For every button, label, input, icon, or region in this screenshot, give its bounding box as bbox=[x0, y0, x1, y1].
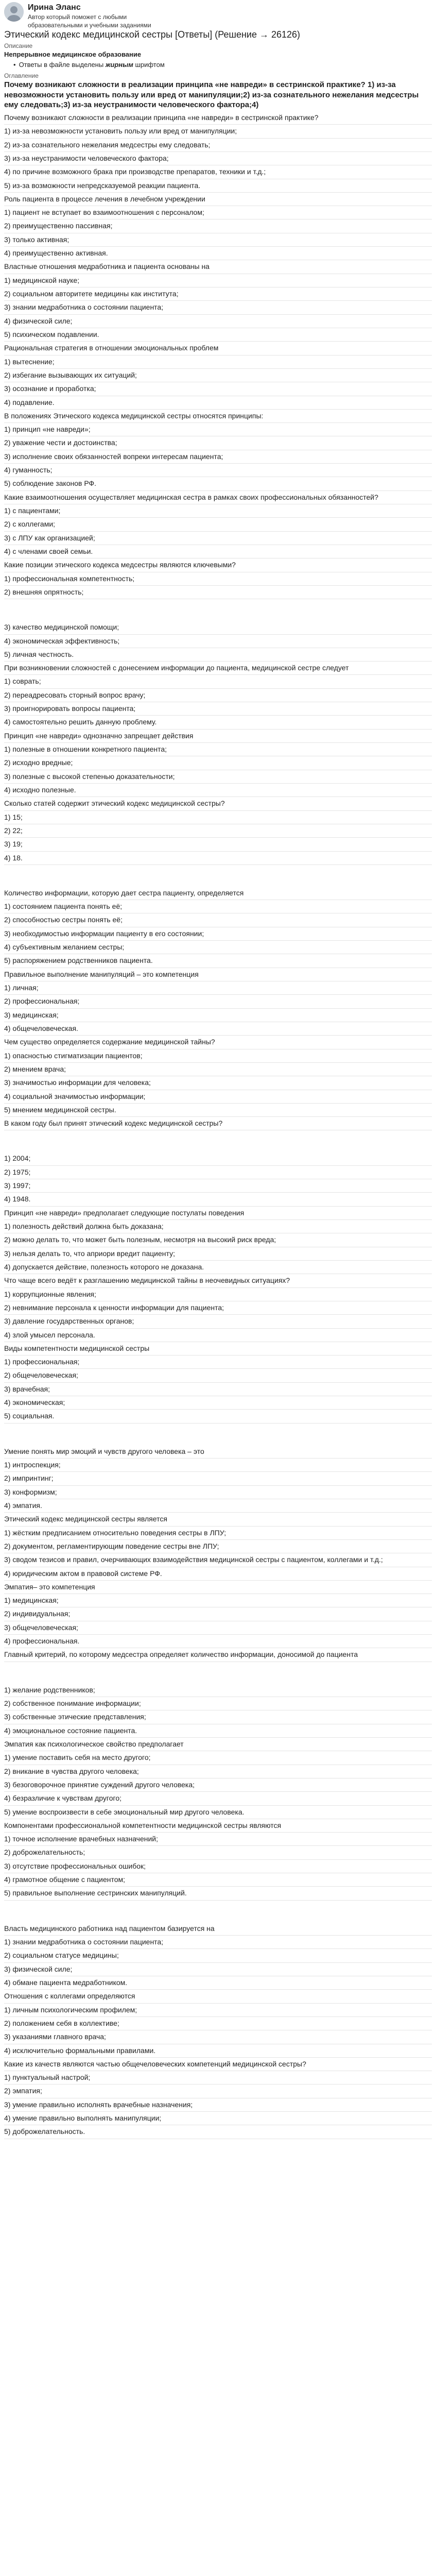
answer-option: 1) умение поставить себя на место другого; bbox=[4, 1751, 432, 1765]
answer-option: 2) индивидуальная; bbox=[4, 1607, 432, 1621]
blank-line bbox=[4, 872, 432, 879]
question-text: Какие взаимоотношения осуществляет медицинская сестра в рамках своих профессиональных обязанностей? bbox=[4, 491, 432, 504]
question-text: Какие позиции этического кодекса медсестры являются ключевыми? bbox=[4, 558, 432, 572]
answer-option: 2) мнением врача; bbox=[4, 1063, 432, 1076]
question-text: Эмпатия– это компетенция bbox=[4, 1581, 432, 1594]
question-text: При возникновении сложностей с донесением информации до пациента, медицинской сестре следует bbox=[4, 662, 432, 675]
answers-note bbox=[13, 60, 432, 70]
answer-option: 4) 1948. bbox=[4, 1193, 432, 1206]
author-info bbox=[28, 2, 182, 29]
answer-option: 4) эмпатия. bbox=[4, 1499, 432, 1513]
answer-option: 2) собственное понимание информации; bbox=[4, 1697, 432, 1710]
question-text: Властные отношения медработника и пациента основаны на bbox=[4, 260, 432, 274]
toc-question[interactable]: Почему возникают сложности в реализации принципа «не навреди» в сестринской практике? 1) из-за невозможности установить пользу или вред от манипуляции;2) из-за сознательного нежелания медсестры ему следовать;3) из-за неустранимости человеческого фактора;4) bbox=[4, 80, 419, 110]
answer-option: 1) жёстким предписанием относительно поведения сестры в ЛПУ; bbox=[4, 1527, 432, 1540]
answer-option: 4) физической силе; bbox=[4, 315, 432, 328]
answer-option: 1) медицинской науке; bbox=[4, 274, 432, 287]
question-text: Роль пациента в процессе лечения в лечебном учреждении bbox=[4, 193, 432, 206]
question-text: Какие из качеств являются частью общечеловеческих компетенций медицинской сестры? bbox=[4, 2058, 432, 2071]
answer-option: 5) личная честность. bbox=[4, 648, 432, 662]
answer-option: 2) социальном авторитете медицины как института; bbox=[4, 287, 432, 301]
answer-option: 1) пунктуальный настрой; bbox=[4, 2071, 432, 2084]
blank-line bbox=[4, 1908, 432, 1915]
answer-option: 5) социальная. bbox=[4, 1410, 432, 1423]
answer-option: 2) 22; bbox=[4, 824, 432, 838]
question-text: Принцип «не навреди» однозначно запрещает действия bbox=[4, 730, 432, 743]
answer-option: 2) исходно вредные; bbox=[4, 756, 432, 770]
answer-option: 2) положением себя в коллективе; bbox=[4, 2017, 432, 2030]
answer-option: 4) гуманность; bbox=[4, 464, 432, 477]
answer-option: 1) профессиональная компетентность; bbox=[4, 572, 432, 586]
question-text: Виды компетентности медицинской сестры bbox=[4, 1342, 432, 1355]
answer-option: 2) социальном статусе медицины; bbox=[4, 1949, 432, 1962]
answer-option: 1) знании медработника о состоянии пациента; bbox=[4, 1936, 432, 1949]
user-silhouette-icon bbox=[4, 2, 24, 22]
answer-option: 1) соврать; bbox=[4, 675, 432, 688]
answer-option: 2) избегание вызывающих их ситуаций; bbox=[4, 369, 432, 382]
answer-option: 3) проигнорировать вопросы пациента; bbox=[4, 702, 432, 716]
answer-option: 1) личным психологическим профилем; bbox=[4, 2004, 432, 2017]
answer-option: 3) с ЛПУ как организацией; bbox=[4, 532, 432, 545]
answer-option: 1) с пациентами; bbox=[4, 504, 432, 518]
question-text: Власть медицинского работника над пациентом базируется на bbox=[4, 1922, 432, 1936]
answer-option: 4) обмане пациента медработником. bbox=[4, 1976, 432, 1990]
answer-option: 1) медицинская; bbox=[4, 1594, 432, 1607]
page-title: Этический кодекс медицинской сестры [Ответы] (Решение → 26126) bbox=[4, 29, 301, 40]
answer-option: 3) собственные этические представления; bbox=[4, 1710, 432, 1724]
answer-option: 4) общечеловеческая. bbox=[4, 1022, 432, 1036]
answer-option: 3) отсутствие профессиональных ошибок; bbox=[4, 1860, 432, 1873]
answer-option: 2) невнимание персонала к ценности информации для пациента; bbox=[4, 1301, 432, 1315]
answer-option: 2) общечеловеческая; bbox=[4, 1369, 432, 1382]
toc-label: Оглавление bbox=[4, 72, 39, 79]
question-text: Чем существо определяется содержание медицинской тайны? bbox=[4, 1036, 432, 1049]
answer-option: 2) можно делать то, что может быть полезным, несмотря на высокий риск вреда; bbox=[4, 1233, 432, 1247]
question-text: Количество информации, которую дает сестра пациенту, определяется bbox=[4, 887, 432, 900]
answer-option: 4) юридическим актом в правовой системе РФ. bbox=[4, 1567, 432, 1581]
answer-option: 1) состоянием пациента понять её; bbox=[4, 900, 432, 913]
answer-option: 3) физической силе; bbox=[4, 1963, 432, 1976]
answer-option: 3) 1997; bbox=[4, 1179, 432, 1193]
answer-option: 3) знании медработника о состоянии пациента; bbox=[4, 301, 432, 314]
answer-option: 1) точное исполнение врачебных назначений; bbox=[4, 1833, 432, 1846]
answer-option: 4) социальной значимостью информации; bbox=[4, 1090, 432, 1104]
answer-option: 2) импринтинг; bbox=[4, 1472, 432, 1485]
answer-option: 2) уважение чести и достоинства; bbox=[4, 436, 432, 450]
blank-line bbox=[4, 1669, 432, 1676]
answer-option: 1) принцип «не навреди»; bbox=[4, 423, 432, 436]
answer-option: 3) значимостью информации для человека; bbox=[4, 1076, 432, 1090]
answer-option: 4) грамотное общение с пациентом; bbox=[4, 1873, 432, 1887]
author-name[interactable]: Ирина Эланс bbox=[28, 3, 81, 12]
answer-option: 1) интроспекция; bbox=[4, 1459, 432, 1472]
answer-option: 2) переадресовать сторный вопрос врачу; bbox=[4, 689, 432, 702]
description-category: Непрерывное медицинское образование bbox=[4, 50, 142, 59]
question-text: Что чаще всего ведёт к разглашению медицинской тайны в неочевидных ситуациях? bbox=[4, 1274, 432, 1287]
description-label: Описание bbox=[4, 42, 33, 49]
answer-option: 5) умение воспроизвести в себе эмоциональный мир другого человека. bbox=[4, 1806, 432, 1819]
answer-option: 2) вникание в чувства другого человека; bbox=[4, 1765, 432, 1778]
answer-option: 5) распоряжением родственников пациента. bbox=[4, 954, 432, 968]
answer-option: 3) конформизм; bbox=[4, 1486, 432, 1499]
answer-option: 2) доброжелательность; bbox=[4, 1846, 432, 1859]
answer-option: 3) осознание и проработка; bbox=[4, 382, 432, 396]
question-list bbox=[4, 111, 432, 2139]
answer-option: 1) коррупционные явления; bbox=[4, 1288, 432, 1301]
answer-option: 1) из-за невозможности установить пользу или вред от манипуляции; bbox=[4, 125, 432, 138]
answer-option: 2) внешняя опрятность; bbox=[4, 586, 432, 599]
answer-option: 4) экономическая эффективность; bbox=[4, 635, 432, 648]
answer-option: 4) эмоциональное состояние пациента. bbox=[4, 1724, 432, 1738]
answer-option: 4) 18. bbox=[4, 852, 432, 865]
answers-note-prefix: Ответы в файле выделены bbox=[19, 60, 106, 69]
question-text: Принцип «не навреди» предполагает следующие постулаты поведения bbox=[4, 1207, 432, 1220]
answer-option: 2) документом, регламентирующим поведение сестры вне ЛПУ; bbox=[4, 1540, 432, 1553]
answer-option: 1) полезные в отношении конкретного пациента; bbox=[4, 743, 432, 756]
answer-option: 4) преимущественно активная. bbox=[4, 247, 432, 260]
answer-option: 3) только активная; bbox=[4, 233, 432, 247]
answer-option: 5) мнением медицинской сестры. bbox=[4, 1104, 432, 1117]
answer-option: 3) общечеловеческая; bbox=[4, 1621, 432, 1635]
answers-note-suffix: шрифтом bbox=[133, 60, 165, 69]
answer-option: 1) профессиональная; bbox=[4, 1355, 432, 1369]
author-bio: Автор который поможет с любыми образовательными и учебными заданиями bbox=[28, 13, 151, 29]
answer-option: 3) качество медицинской помощи; bbox=[4, 621, 432, 634]
answer-option: 1) вытеснение; bbox=[4, 355, 432, 369]
answer-option: 4) по причине возможного брака при производстве препаратов, техники и т.д.; bbox=[4, 165, 432, 179]
answer-option: 3) медицинская; bbox=[4, 1009, 432, 1022]
answer-option: 2) 1975; bbox=[4, 1166, 432, 1179]
answer-option: 1) опасностью стигматизации пациентов; bbox=[4, 1049, 432, 1063]
answer-option: 2) способностью сестры понять её; bbox=[4, 913, 432, 927]
avatar[interactable] bbox=[4, 2, 24, 22]
answer-option: 3) указаниями главного врача; bbox=[4, 2030, 432, 2044]
question-text: В положениях Этического кодекса медицинской сестры относятся принципы: bbox=[4, 410, 432, 423]
answer-option: 3) давление государственных органов; bbox=[4, 1315, 432, 1328]
question-text: Эмпатия как психологическое свойство предполагает bbox=[4, 1738, 432, 1751]
answer-option: 1) пациент не вступает во взаимоотношения с персоналом; bbox=[4, 206, 432, 219]
answer-option: 2) с коллегами; bbox=[4, 518, 432, 531]
question-text: Отношения с коллегами определяются bbox=[4, 1990, 432, 2003]
answer-option: 4) безразличие к чувствам другого; bbox=[4, 1792, 432, 1805]
answer-option: 1) личная; bbox=[4, 981, 432, 995]
question-text: Компонентами профессиональной компетентности медицинской сестры являются bbox=[4, 1819, 432, 1833]
answer-option: 3) полезные с высокой степенью доказательности; bbox=[4, 770, 432, 784]
answer-option: 3) исполнение своих обязанностей вопреки интересам пациента; bbox=[4, 450, 432, 464]
answer-option: 5) соблюдение законов РФ. bbox=[4, 477, 432, 490]
answer-option: 2) эмпатия; bbox=[4, 2084, 432, 2098]
answer-option: 4) профессиональная. bbox=[4, 1635, 432, 1648]
blank-line bbox=[4, 1138, 432, 1145]
answer-option: 4) злой умысел персонала. bbox=[4, 1329, 432, 1342]
answer-option: 5) доброжелательность. bbox=[4, 2125, 432, 2139]
question-text: В каком году был принят этический кодекс медицинской сестры? bbox=[4, 1117, 432, 1130]
answer-option: 5) из-за возможности непредсказуемой реакции пациента. bbox=[4, 179, 432, 193]
blank-line bbox=[4, 606, 432, 614]
answer-option: 3) умение правильно исполнять врачебные назначения; bbox=[4, 2098, 432, 2112]
answer-option: 4) экономическая; bbox=[4, 1396, 432, 1410]
answer-option: 4) допускается действие, полезность которого не доказана. bbox=[4, 1261, 432, 1274]
answer-option: 4) умение правильно выполнять манипуляции; bbox=[4, 2112, 432, 2125]
answer-option: 4) подавление. bbox=[4, 396, 432, 410]
question-text: Умение понять мир эмоций и чувств другого человека – это bbox=[4, 1445, 432, 1459]
answer-option: 1) 15; bbox=[4, 811, 432, 824]
answer-option: 4) субъективным желанием сестры; bbox=[4, 941, 432, 954]
question-text: Рациональная стратегия в отношении эмоциональных проблем bbox=[4, 342, 432, 355]
answer-option: 3) безоговорочное принятие суждений другого человека; bbox=[4, 1778, 432, 1792]
answer-option: 3) из-за неустранимости человеческого фактора; bbox=[4, 152, 432, 165]
answers-note-emphasis: жирным bbox=[105, 60, 133, 69]
answer-option: 3) 19; bbox=[4, 838, 432, 851]
answer-option: 5) правильное выполнение сестринских манипуляций. bbox=[4, 1887, 432, 1900]
question-text: Этический кодекс медицинской сестры является bbox=[4, 1513, 432, 1526]
answer-option: 3) сводом тезисов и правил, очерчивающих взаимодействия медицинской сестры с пациентом, коллегами и т.д.; bbox=[4, 1553, 432, 1567]
answer-option: 4) исходно полезные. bbox=[4, 784, 432, 797]
answer-option: 2) преимущественно пассивная; bbox=[4, 219, 432, 233]
answer-option: 4) самостоятельно решить данную проблему. bbox=[4, 716, 432, 729]
answer-option: 3) нельзя делать то, что априори вредит пациенту; bbox=[4, 1247, 432, 1261]
question-text: Правильное выполнение манипуляций – это компетенция bbox=[4, 968, 432, 981]
answer-option: 4) исключительно формальными правилами. bbox=[4, 2044, 432, 2058]
answer-option: 5) психическом подавлении. bbox=[4, 328, 432, 342]
question-text: Сколько статей содержит этический кодекс медицинской сестры? bbox=[4, 797, 432, 810]
answer-option: 1) полезность действий должна быть доказана; bbox=[4, 1220, 432, 1233]
answer-option: 4) с членами своей семьи. bbox=[4, 545, 432, 558]
answer-option: 1) желание родственников; bbox=[4, 1684, 432, 1697]
author-block bbox=[4, 0, 432, 29]
answer-option: 2) из-за сознательного нежелания медсестры ему следовать; bbox=[4, 139, 432, 152]
answer-option: 3) врачебная; bbox=[4, 1383, 432, 1396]
question-text: Почему возникают сложности в реализации принципа «не навреди» в сестринской практике? bbox=[4, 111, 432, 125]
answer-option: 2) профессиональная; bbox=[4, 995, 432, 1008]
blank-line bbox=[4, 1431, 432, 1438]
answer-option: 1) 2004; bbox=[4, 1152, 432, 1165]
answer-option: 3) необходимостью информации пациенту в его состоянии; bbox=[4, 927, 432, 941]
question-text: Главный критерий, по которому медсестра определяет количество информации, доносимой до пациента bbox=[4, 1648, 432, 1662]
